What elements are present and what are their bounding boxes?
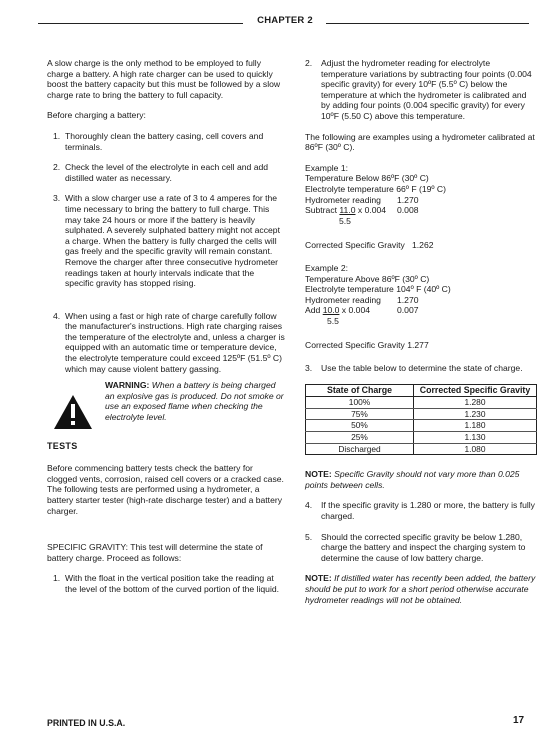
warning-triangle-icon: [53, 394, 93, 430]
cg-value: 1.262: [412, 240, 434, 251]
col-header-gravity: Corrected Specific Gravity: [414, 384, 537, 397]
sg-step-5: [305, 532, 537, 564]
step-number: 2.: [53, 162, 61, 173]
intro-paragraph: A slow charge is the only method to be employed to fully charge a battery. A high rate charger can be used to quickly boost the battery capacity but this must be followed by a slow charge rate to bring the battery to full capacity.: [47, 58, 281, 100]
charging-step-3: [47, 193, 285, 288]
example-reading-row: [305, 295, 537, 306]
specific-gravity-intro: SPECIFIC GRAVITY: This test will determine the state of battery charge. Proceed as follows:: [47, 542, 263, 563]
step-number: 4.: [305, 500, 313, 511]
example-line: Electrolyte temperature 104º F (40º C): [305, 284, 451, 295]
charging-step-1: [47, 131, 285, 152]
state-cell: 50%: [306, 420, 414, 432]
example-line: Temperature Below 86ºF (30º C): [305, 173, 429, 184]
adjust-factor: x 0.004: [355, 205, 387, 216]
gravity-cell: 1.180: [414, 420, 537, 432]
header-rule-left: [38, 23, 243, 24]
state-cell: 100%: [306, 397, 414, 409]
step-text: When using a fast or high rate of charge carefully follow the manufacturer's instructions. High rate charging raises the temperature of the electrolyte and, unless a charger is equipped with an automatic time or temperature device, the electrolyte temperature could exceed 125ºF (51.5º C) which may cause violent battery gassing.: [65, 310, 285, 374]
corrected-gravity-1: [305, 240, 537, 251]
example-line: Temperature Above 86ºF (30º C): [305, 273, 430, 284]
step-number: 2.: [305, 58, 313, 68]
step-number: 4.: [53, 310, 61, 321]
gravity-cell: 1.080: [414, 443, 537, 455]
sg-step-2: [305, 58, 537, 122]
note-label: NOTE:: [305, 573, 332, 584]
step-text: Use the table below to determine the state of charge.: [321, 363, 523, 374]
step-number: 1.: [53, 130, 61, 141]
adjust-op: Subtract: [305, 205, 340, 216]
corrected-gravity-2: [305, 340, 537, 351]
state-cell: Discharged: [306, 443, 414, 455]
example-2: [305, 263, 537, 351]
adjust-denominator: 5.5: [327, 315, 339, 326]
example-reading-value: 1.270: [397, 194, 419, 205]
step-text: Thoroughly clean the battery casing, cell covers and terminals.: [65, 130, 264, 152]
example-reading-row: [305, 195, 537, 206]
charging-step-2: [47, 162, 285, 183]
chapter-title: CHAPTER 2: [257, 15, 313, 26]
table-row: [306, 408, 537, 420]
state-cell: 75%: [306, 408, 414, 420]
examples-intro: The following are examples using a hydrometer calibrated at 86ºF (30º C).: [305, 131, 535, 153]
table-row: [306, 432, 537, 444]
warning-block: [47, 380, 285, 422]
col-header-state: State of Charge: [306, 384, 414, 397]
sg-step-1: [47, 573, 285, 594]
cg-value: 1.277: [407, 340, 429, 351]
adjust-numerator: 11.0: [339, 205, 356, 216]
chapter-header: [38, 16, 529, 30]
table-row: [306, 397, 537, 409]
adjust-denominator: 5.5: [339, 215, 351, 226]
note-label: NOTE:: [305, 469, 332, 480]
example-adjust-row: [305, 305, 537, 316]
printed-in-label: PRINTED IN U.S.A.: [47, 718, 126, 728]
example-reading-label: Hydrometer reading: [305, 194, 381, 205]
step-number: 3.: [305, 363, 313, 374]
cg-label: Corrected Specific Gravity: [305, 240, 405, 251]
step-text: Adjust the hydrometer reading for electrolyte temperature variations by subtracting four points (0.004 specific gravity) for every 10ºF (5.5º C) below the temperature at which the hydrometer is calibrated and by adding four points (0.004 specific gravity) for every 10ºF (5.50 C) above this temperature.: [321, 58, 532, 121]
adjust-factor: x 0.004: [339, 305, 370, 316]
charging-step-4: [47, 311, 285, 375]
example-title: Example 2:: [305, 262, 348, 273]
warning-text: When a battery is being charged an explosive gas is produced. Do not smoke or use an exposed flame when checking the electrolyte level.: [105, 380, 284, 423]
step-number: 3.: [53, 193, 61, 204]
gravity-cell: 1.230: [414, 408, 537, 420]
example-1: [305, 163, 537, 251]
adjust-op: Add: [305, 305, 323, 316]
right-column: [305, 58, 537, 615]
example-line: Electrolyte temperature 66º F (19º C): [305, 183, 446, 194]
note-text: If distilled water has recently been added, the battery should be put to work for a short period otherwise accurate hydrometer readings will not be obtained.: [305, 573, 536, 605]
step-text: If the specific gravity is 1.280 or more, the battery is fully charged.: [321, 500, 535, 521]
left-column: [47, 58, 285, 605]
note-text: Specific Gravity should not vary more than 0.025 points between cells.: [305, 469, 520, 490]
example-title: Example 1:: [305, 162, 348, 173]
before-charging-label: Before charging a battery:: [47, 110, 146, 121]
adjust-value: 0.008: [397, 205, 419, 216]
warning-label: WARNING:: [105, 380, 150, 391]
note-cell-variance: [305, 469, 537, 490]
gravity-cell: 1.280: [414, 397, 537, 409]
step-text: Check the level of the electrolyte in each cell and add distilled water as necessary.: [65, 162, 269, 183]
adjust-numerator: 10.0: [322, 305, 340, 316]
tests-intro: Before commencing battery tests check the battery for clogged vents, corrosion, raised cell covers or a cracked case. The following tests are performed using a hydrometer, a battery starter tester (high-rate discharge tester) and a battery charger.: [47, 463, 284, 516]
step-text: With the float in the vertical position take the reading at the level of the bottom of the curved portion of the liquid.: [65, 573, 280, 594]
state-cell: 25%: [306, 432, 414, 444]
page-number: 17: [513, 715, 525, 726]
table-row: [306, 443, 537, 455]
step-number: 5.: [305, 531, 313, 542]
state-of-charge-table: [305, 384, 537, 456]
step-number: 1.: [53, 573, 61, 584]
sg-step-4: [305, 500, 537, 521]
step-text: With a slow charger use a rate of 3 to 4 amperes for the time necessary to bring the battery to full charge. This may take 24 hours or more if the battery is heavily sulphated. A severely sulphated battery might not accept a charge. When the battery is fully charged the cells will gas freely and the specific gravity will remain constant. Remove the charger after three consecutive hydrometer readings taken at hourly intervals indicate that the specific gravity has stopped rising.: [65, 193, 280, 289]
example-adjust-row: [305, 205, 537, 216]
sg-step-3: [305, 363, 537, 374]
tests-heading: TESTS: [47, 440, 78, 451]
example-reading-label: Hydrometer reading: [305, 294, 381, 305]
note-distilled-water: [305, 573, 537, 605]
header-rule-right: [326, 23, 529, 24]
example-reading-value: 1.270: [397, 294, 419, 305]
table-row: [306, 420, 537, 432]
adjust-value: 0.007: [397, 305, 419, 316]
gravity-cell: 1.130: [414, 432, 537, 444]
step-text: Should the corrected specific gravity be below 1.280, charge the battery and inspect the charging system to determine the cause of low battery charge.: [321, 531, 526, 563]
cg-label: Corrected Specific Gravity: [305, 340, 405, 351]
